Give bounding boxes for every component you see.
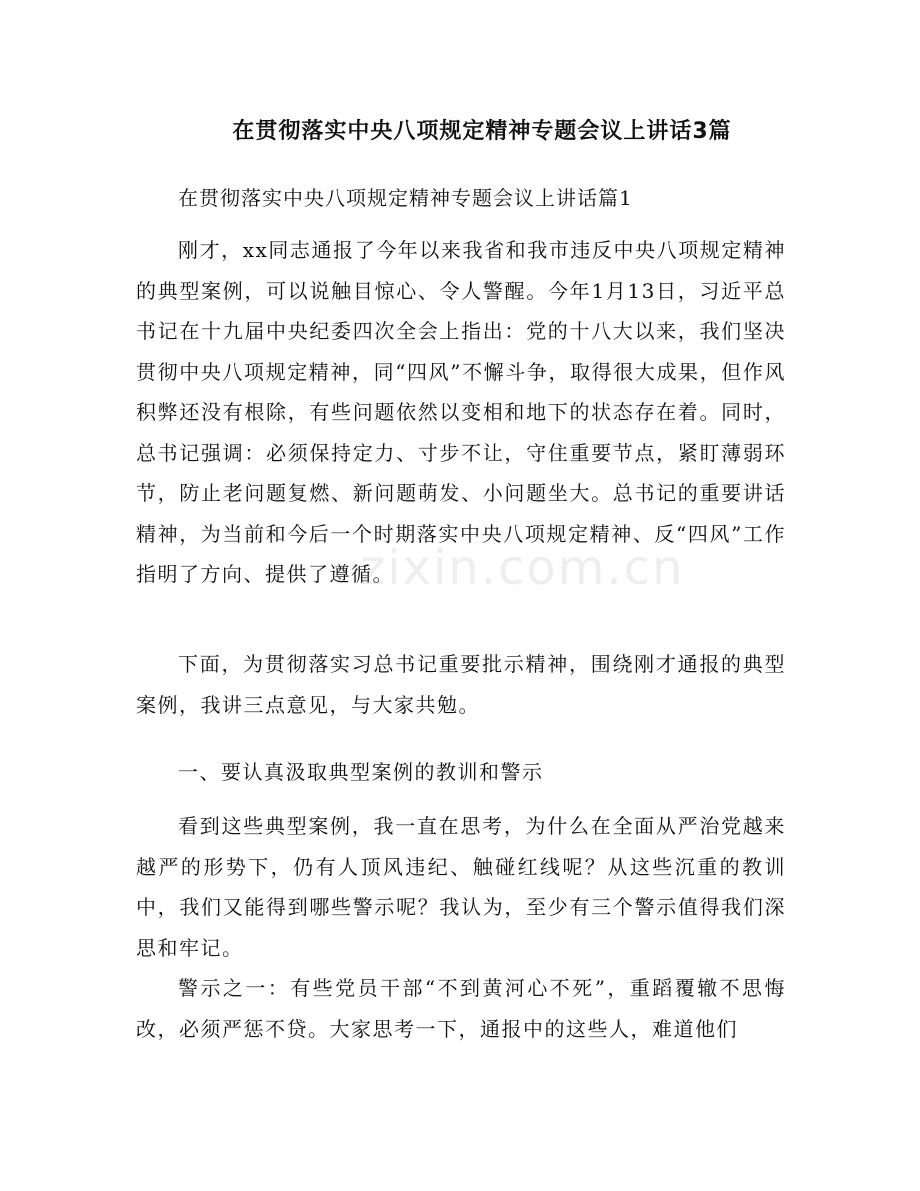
watermark: zixin.com.cn (360, 540, 685, 596)
paragraph-4: 警示之一：有些党员干部“不到黄河心不死”，重蹈覆辙不思悔改，必须严惩不贷。大家思考一下，通报中的这些人，难道他们 (136, 976, 786, 1041)
document-title: 在贯彻落实中央八项规定精神专题会议上讲话3篇 (232, 119, 732, 144)
section-subtitle: 在贯彻落实中央八项规定精神专题会议上讲话篇1 (178, 186, 633, 210)
paragraph-2: 下面，为贯彻落实习总书记重要批示精神，围绕刚才通报的典型案例，我讲三点意见，与大家共勉。 (136, 652, 786, 717)
paragraph-3: 看到这些典型案例，我一直在思考，为什么在全面从严治党越来越严的形势下，仍有人顶风违纪、触碰红线呢？从这些沉重的教训中，我们又能得到哪些警示呢？我认为，至少有三个警示值得我们深思和牢记。 (136, 814, 786, 960)
section-heading-1: 一、要认真汲取典型案例的教训和警示 (178, 760, 544, 784)
paragraph-1: 刚才，xx同志通报了今年以来我省和我市违反中央八项规定精神的典型案例，可以说触目惊心、令人警醒。今年1月13日，习近平总书记在十九届中央纪委四次全会上指出：党的十八大以来，我们坚决贯彻中央八项规定精神，同“四风”不懈斗争，取得很大成果，但作风积弊还没有根除，有些问题依然以变相和地下的状态存在着。同时，总书记强调：必须保持定力、寸步不让，守住重要节点，紧盯薄弱环节，防止老问题复燃、新问题萌发、小问题坐大。总书记的重要讲话精神，为当前和今后一个时期落实中央八项规定精神、反“四风”工作指明了方向、提供了遵循。 (136, 238, 786, 586)
